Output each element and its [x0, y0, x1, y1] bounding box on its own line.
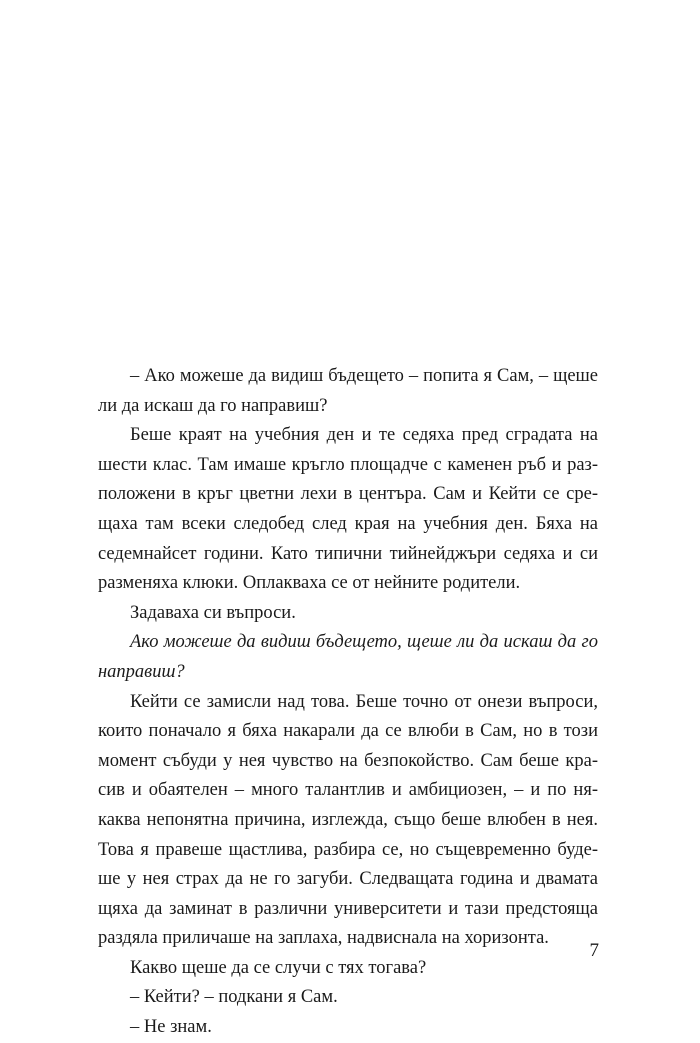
- text-line: раздяла приличаше на заплаха, надвиснала на хоризонта.: [98, 928, 549, 949]
- text-line: шести клас. Там имаше кръгло площадче с каменен ръб и раз-: [98, 454, 598, 475]
- text-line: положени в кръг цветни лехи в центъра. Сам и Кейти се сре-: [98, 484, 598, 505]
- page-number: 7: [589, 940, 599, 961]
- text-line: – Не знам.: [130, 1017, 212, 1038]
- text-line: разменяха клюки. Оплакваха се от нейните родители.: [98, 573, 521, 594]
- text-line: каква непонятна причина, изглежда, също беше влюбен в нея.: [98, 809, 598, 830]
- text-line: щяха да заминат в различни университети и тази предстояща: [98, 898, 598, 919]
- paragraph: [98, 954, 598, 984]
- text-line: щаха там всеки следобед след края на учебния ден. Бяха на: [98, 513, 598, 534]
- dialogue-line: [98, 983, 598, 1013]
- text-line: ли да искаш да го направиш?: [98, 395, 328, 416]
- paragraph: [98, 688, 598, 954]
- italic-paragraph: [98, 628, 598, 687]
- text-line: Беше краят на учебния ден и те седяха пред сградата на: [130, 425, 598, 446]
- text-line: Ако можеше да видиш бъдещето, щеше ли да искаш да го: [130, 632, 598, 653]
- text-line: Задаваха си въпроси.: [130, 602, 296, 623]
- text-line: които поначало я бяха накарали да се влюби в Сам, но в този: [98, 721, 598, 742]
- text-line: направиш?: [98, 661, 185, 682]
- paragraph: [98, 421, 598, 599]
- text-line: момент събуди у нея чувство на безпокойство. Сам беше кра-: [98, 750, 598, 771]
- text-line: сив и обаятелен – много талантлив и амбициозен, – и по ня-: [98, 780, 598, 801]
- text-line: – Кейти? – подкани я Сам.: [130, 987, 338, 1008]
- text-line: Какво щеше да се случи с тях тогава?: [130, 957, 427, 978]
- text-line: ше у нея страх да не го загуби. Следващата година и двамата: [98, 869, 598, 890]
- text-line: Това я правеше щастлива, разбира се, но същевременно буде-: [98, 839, 598, 860]
- paragraph: [98, 362, 598, 421]
- paragraph: [98, 599, 598, 629]
- text-line: – Ако можеше да видиш бъдещето – попита я Сам, – щеше: [130, 366, 598, 386]
- book-text: [98, 362, 598, 1043]
- text-line: Кейти се замисли над това. Беше точно от онези въпроси,: [130, 691, 598, 712]
- text-line: седемнайсет години. Като типични тийнейджъри седяха и си: [98, 543, 598, 564]
